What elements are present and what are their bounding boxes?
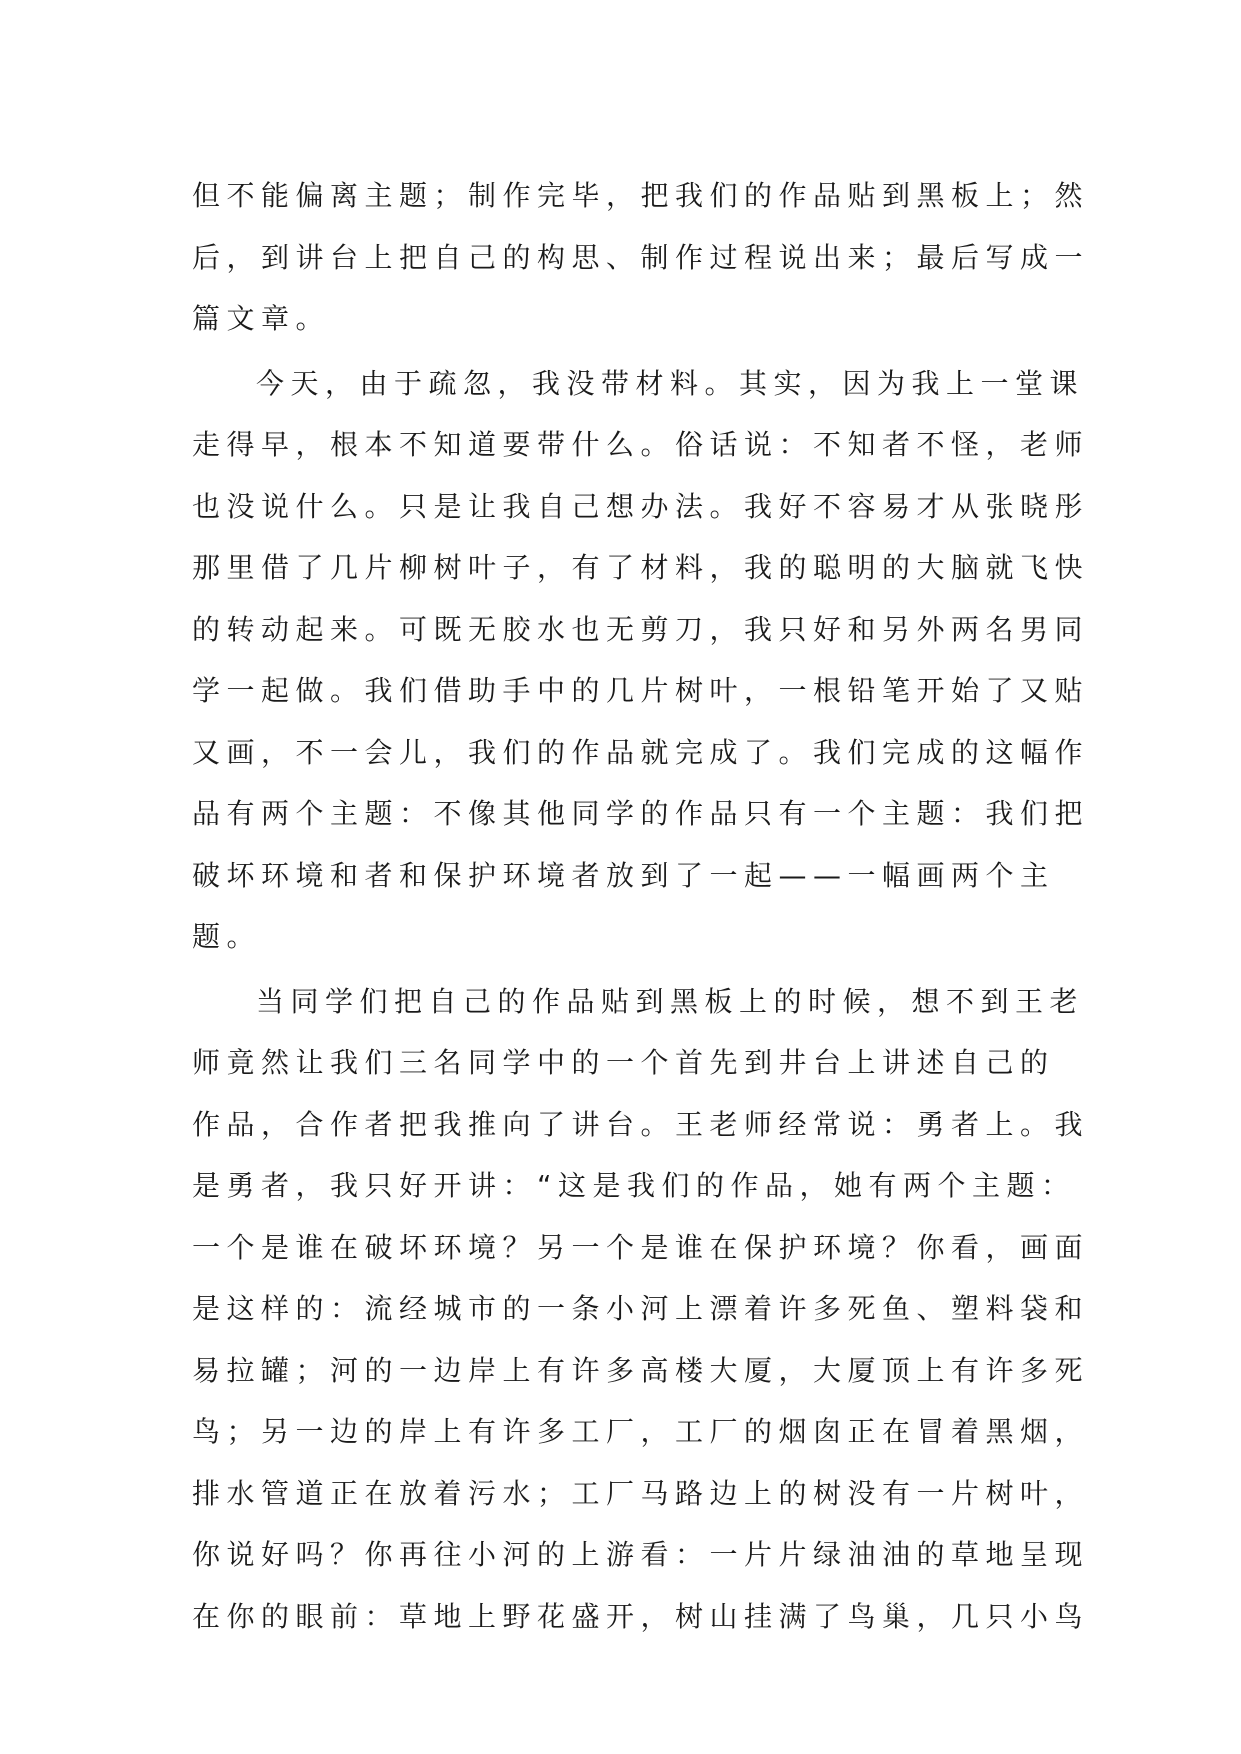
text-line: 你说好吗？你再往小河的上游看：一片片绿油油的草地呈现 (192, 1538, 1090, 1571)
text-line: 也没说什么。只是让我自己想办法。我好不容易才从张晓彤 (192, 489, 1090, 523)
text-line: 那里借了几片柳树叶子，有了材料，我的聪明的大脑就飞快 (192, 551, 1090, 584)
text-line: 题。 (192, 920, 262, 953)
text-line: 是这样的：流经城市的一条小河上漂着许多死鱼、塑料袋和 (192, 1292, 1090, 1325)
text-line: 学一起做。我们借助手中的几片树叶，一根铅笔开始了又贴 (192, 674, 1090, 707)
text-line: 在你的眼前：草地上野花盛开，树山挂满了鸟巢，几只小鸟 (192, 1599, 1090, 1633)
text-line: 排水管道正在放着污水；工厂马路边上的树没有一片树叶， (192, 1476, 1090, 1510)
text-line: 今天，由于疏忽，我没带材料。其实，因为我上一堂课 (256, 366, 1085, 400)
text-line: 的转动起来。可既无胶水也无剪刀，我只好和另外两名男同 (192, 612, 1090, 646)
text-line: 破坏环境和者和保护环境者放到了一起——一幅画两个主 (192, 858, 1055, 892)
text-line: 篇文章。 (192, 302, 331, 335)
text-line: 走得早，根本不知道要带什么。俗话说：不知者不怪，老师 (192, 428, 1090, 461)
text-line: 又画，不一会儿，我们的作品就完成了。我们完成的这幅作 (192, 735, 1090, 769)
text-line: 易拉罐；河的一边岸上有许多高楼大厦，大厦顶上有许多死 (192, 1353, 1090, 1387)
text-line: 鸟；另一边的岸上有许多工厂，工厂的烟囱正在冒着黑烟， (192, 1415, 1090, 1448)
text-line: 师竟然让我们三名同学中的一个首先到井台上讲述自己的 (192, 1046, 1055, 1079)
body-text (192, 165, 1090, 1647)
text-line: 当同学们把自己的作品贴到黑板上的时候，想不到王老 (256, 984, 1085, 1018)
text-line: 后，到讲台上把自己的构思、制作过程说出来；最后写成一 (192, 240, 1090, 274)
text-line: 一个是谁在破坏环境？另一个是谁在保护环境？你看，画面 (192, 1230, 1090, 1264)
text-line: 但不能偏离主题；制作完毕，把我们的作品贴到黑板上；然 (192, 179, 1090, 212)
text-line: 作品，合作者把我推向了讲台。王老师经常说：勇者上。我 (192, 1107, 1090, 1141)
text-line: 品有两个主题：不像其他同学的作品只有一个主题：我们把 (192, 797, 1090, 830)
text-line: 是勇者，我只好开讲：“这是我们的作品，她有两个主题： (192, 1169, 1076, 1202)
